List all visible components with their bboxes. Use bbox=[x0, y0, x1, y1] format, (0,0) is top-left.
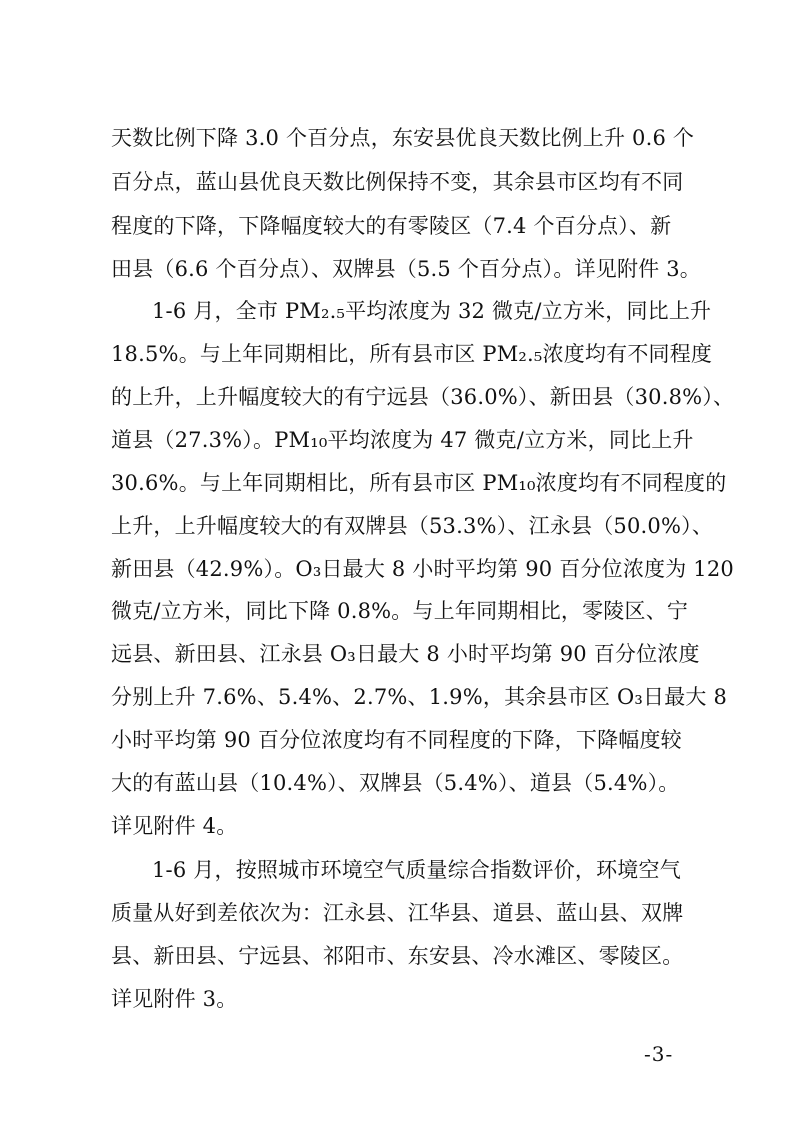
paragraph-line: 百分点，蓝山县优良天数比例保持不变，其余县市区均有不同 bbox=[111, 170, 684, 194]
paragraph-line: 天数比例下降 3.0 个百分点，东安县优良天数比例上升 0.6 个 bbox=[111, 126, 695, 150]
paragraph-line: 30.6%。与上年同期相比，所有县市区 PM₁₀浓度均有不同程度的 bbox=[111, 471, 727, 495]
paragraph-line: 县、新田县、宁远县、祁阳市、东安县、冷水滩区、零陵区。 bbox=[111, 944, 684, 968]
paragraph-line: 18.5%。与上年同期相比，所有县市区 PM₂.₅浓度均有不同程度 bbox=[111, 342, 713, 366]
paragraph-line: 田县（6.6 个百分点）、双牌县（5.5 个百分点）。详见附件 3。 bbox=[111, 257, 701, 281]
paragraph-line: 道县（27.3%）。PM₁₀平均浓度为 47 微克/立方米，同比上升 bbox=[111, 428, 694, 452]
paragraph-line: 远县、新田县、江永县 O₃日最大 8 小时平均第 90 百分位浓度 bbox=[111, 642, 700, 666]
paragraph-line: 程度的下降，下降幅度较大的有零陵区（7.4 个百分点）、新 bbox=[111, 214, 672, 238]
paragraph-line: 上升，上升幅度较大的有双牌县（53.3%）、江永县（50.0%）、 bbox=[111, 514, 714, 538]
paragraph-line: 质量从好到差依次为：江永县、江华县、道县、蓝山县、双牌 bbox=[111, 901, 684, 925]
paragraph-line: 的上升，上升幅度较大的有宁远县（36.0%）、新田县（30.8%）、 bbox=[111, 385, 735, 409]
page-number: -3- bbox=[644, 1042, 674, 1066]
paragraph-line: 小时平均第 90 百分位浓度均有不同程度的下降，下降幅度较 bbox=[111, 728, 682, 752]
paragraph-line: 大的有蓝山县（10.4%）、双牌县（5.4%）、道县（5.4%）。 bbox=[111, 771, 680, 795]
paragraph-line: 详见附件 4。 bbox=[111, 814, 238, 838]
paragraph-line: 微克/立方米，同比下降 0.8%。与上年同期相比，零陵区、宁 bbox=[111, 599, 689, 623]
paragraph-line: 新田县（42.9%）。O₃日最大 8 小时平均第 90 百分位浓度为 120 bbox=[111, 557, 734, 581]
paragraph-line: 分别上升 7.6%、5.4%、2.7%、1.9%，其余县市区 O₃日最大 8 bbox=[111, 685, 728, 709]
paragraph-line: 1-6 月，按照城市环境空气质量综合指数评价，环境空气 bbox=[152, 858, 681, 882]
paragraph-line: 1-6 月，全市 PM₂.₅平均浓度为 32 微克/立方米，同比上升 bbox=[152, 299, 712, 323]
paragraph-line: 详见附件 3。 bbox=[111, 987, 238, 1011]
